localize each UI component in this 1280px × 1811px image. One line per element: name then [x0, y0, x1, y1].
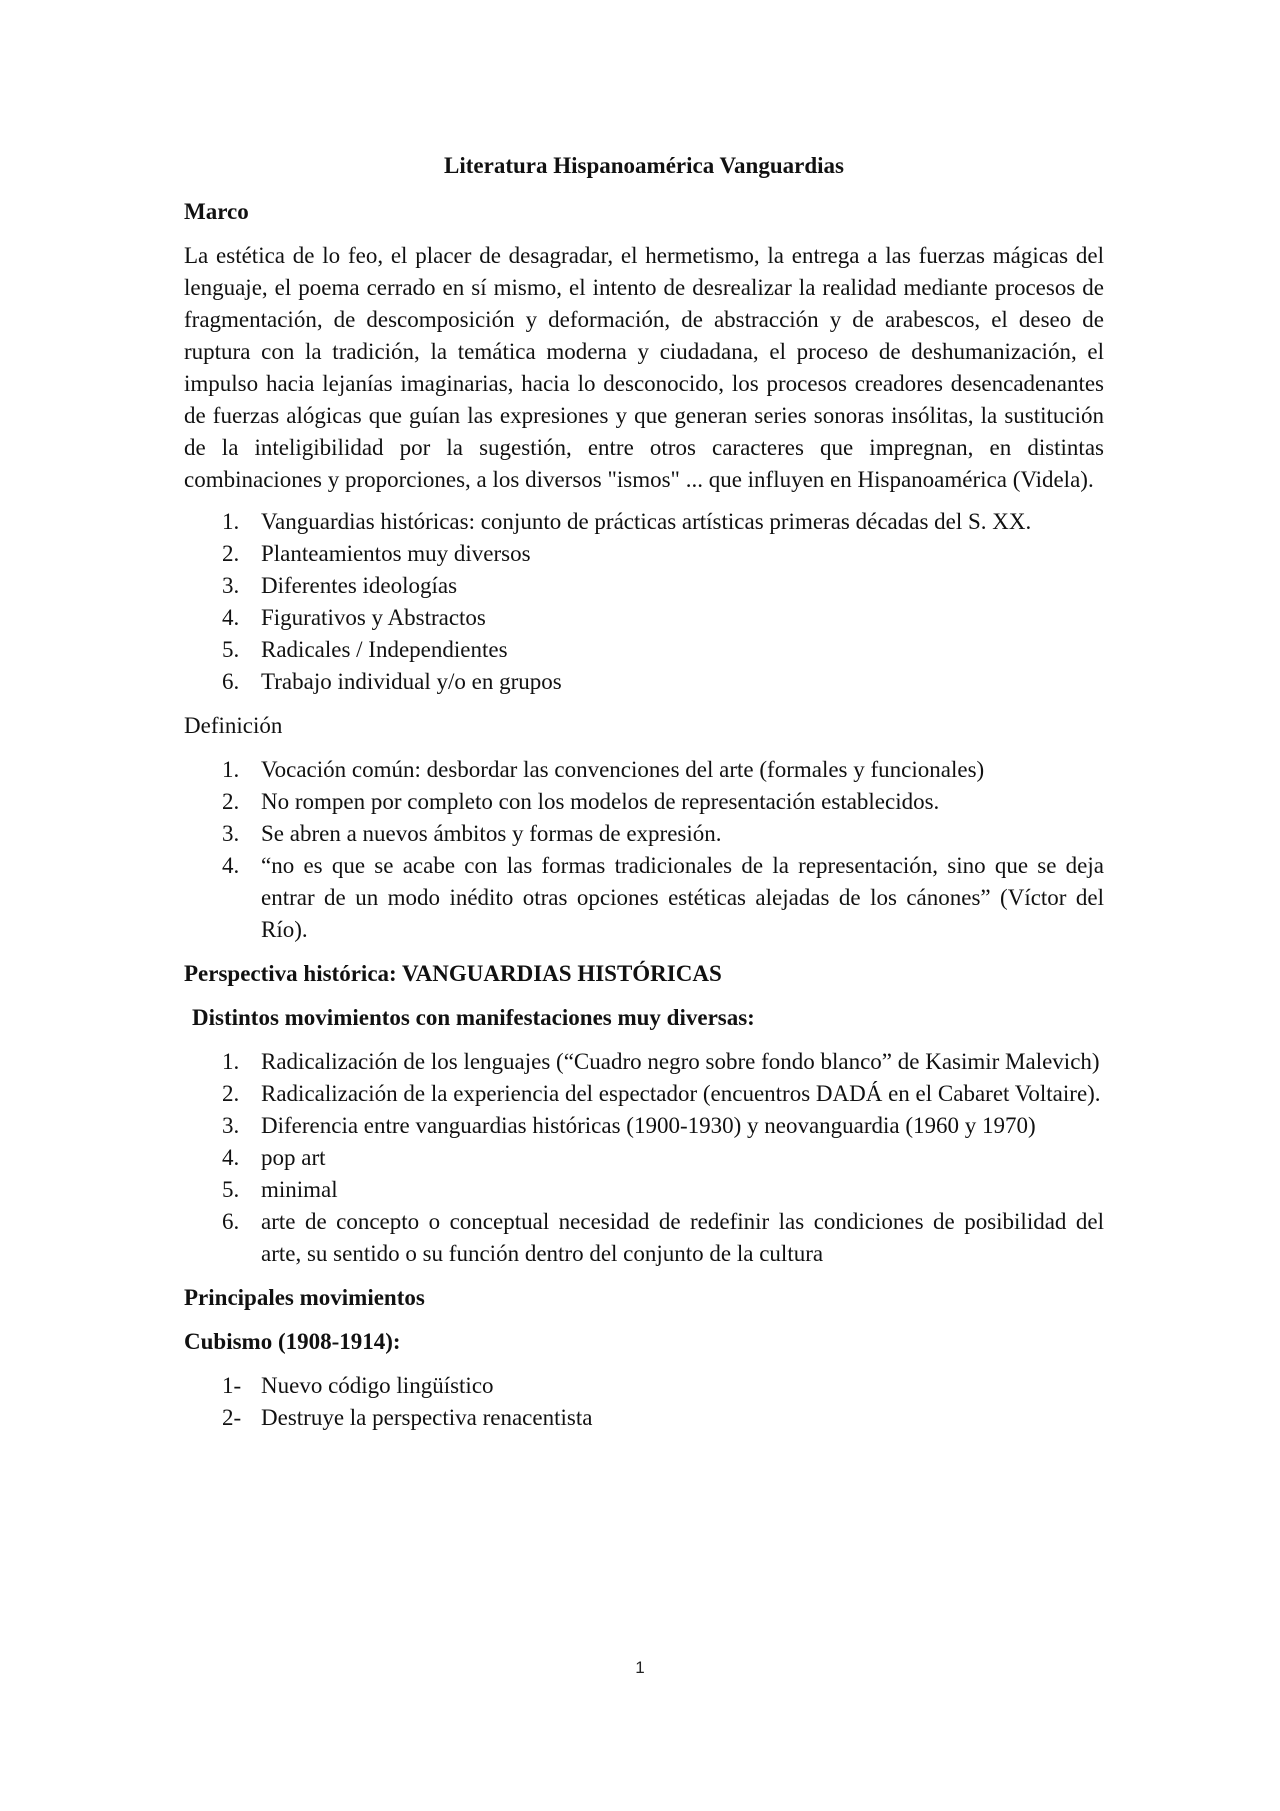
definicion-list — [184, 754, 1104, 946]
list-item — [184, 634, 1104, 666]
list-item — [184, 1078, 1104, 1110]
list-item-number: 2- — [222, 1405, 242, 1430]
list-item — [184, 1110, 1104, 1142]
marco-paragraph: La estética de lo feo, el placer de desagradar, el hermetismo, la entrega a las fuerzas mágicas del lenguaje, el poema cerrado en sí mismo, el intento de desrealizar la realidad mediante procesos de fragmentación, de descomposición y deformación, de abstracción y de arabescos, el deseo de ruptura con la tradición, la temática moderna y ciudadana, el proceso de deshumanización, el impulso hacia lejanías imaginarias, hacia lo desconocido, los procesos creadores desencadenantes de fuerzas alógicas que guían las expresiones y que generan series sonoras insólitas, la sustitución de la inteligibilidad por la sugestión, entre otros caracteres que impregnan, en distintas combinaciones y proporciones, a los diversos "ismos" ... que influyen en Hispanoamérica (Videla). — [184, 243, 1104, 492]
document-title: Literatura Hispanoamérica Vanguardias — [444, 153, 844, 178]
list-item-number: 1. — [222, 1049, 240, 1074]
list-item — [184, 1046, 1104, 1078]
list-item — [184, 1142, 1104, 1174]
list-item-number: 1. — [222, 509, 240, 534]
list-item-text: Vanguardias históricas: conjunto de prácticas artísticas primeras décadas del S. XX. — [261, 509, 1032, 534]
list-item — [184, 506, 1104, 538]
page-number: 1 — [635, 1658, 645, 1677]
list-item-number: 6. — [222, 1209, 240, 1234]
list-item-text: arte de concepto o conceptual necesidad de redefinir las condiciones de posibilidad del arte, su sentido o su función dentro del conjunto de la cultura — [261, 1209, 1104, 1266]
list-item — [184, 818, 1104, 850]
list-item-number: 4. — [222, 1145, 240, 1170]
perspectiva-subheading: Distintos movimientos con manifestaciones muy diversas: — [192, 1005, 755, 1030]
list-item-text: minimal — [261, 1177, 338, 1202]
list-item-number: 5. — [222, 637, 240, 662]
list-item-text: No rompen por completo con los modelos de representación establecidos. — [261, 789, 940, 814]
list-item-text: Diferentes ideologías — [261, 573, 458, 598]
list-item-text: “no es que se acabe con las formas tradicionales de la representación, sino que se deja entrar de un modo inédito otras opciones estéticas alejadas de los cánones” (Víctor del Río). — [261, 853, 1104, 942]
list-item-text: Radicalización de los lenguajes (“Cuadro negro sobre fondo blanco” de Kasimir Malevich) — [261, 1049, 1100, 1074]
list-item-number: 1- — [222, 1373, 242, 1398]
cubismo-list — [184, 1370, 1104, 1434]
list-item-number: 4. — [222, 853, 240, 878]
list-item-text: Figurativos y Abstractos — [261, 605, 486, 630]
movimientos-heading: Principales movimientos — [184, 1285, 425, 1310]
list-item-text: Radicalización de la experiencia del espectador (encuentros DADÁ en el Cabaret Voltaire). — [261, 1081, 1101, 1106]
list-item — [184, 1370, 1104, 1402]
list-item-text: Planteamientos muy diversos — [261, 541, 531, 566]
list-item-text: Destruye la perspectiva renacentista — [261, 1405, 593, 1430]
list-item-number: 2. — [222, 1081, 240, 1106]
marco-list — [184, 506, 1104, 698]
list-item — [184, 1402, 1104, 1434]
list-item-text: Vocación común: desbordar las convenciones del arte (formales y funcionales) — [261, 757, 985, 782]
list-item-number: 3. — [222, 1113, 240, 1138]
list-item-text: Trabajo individual y/o en grupos — [261, 669, 562, 694]
list-item-number: 2. — [222, 541, 240, 566]
list-item-number: 5. — [222, 1177, 240, 1202]
list-item — [184, 538, 1104, 570]
cubismo-heading: Cubismo (1908-1914): — [184, 1329, 401, 1354]
list-item — [184, 786, 1104, 818]
list-item-number: 6. — [222, 669, 240, 694]
list-item-text: Radicales / Independientes — [261, 637, 508, 662]
list-item-number: 3. — [222, 573, 240, 598]
list-item-text: Se abren a nuevos ámbitos y formas de expresión. — [261, 821, 722, 846]
list-item — [184, 1206, 1104, 1270]
perspectiva-heading: Perspectiva histórica: VANGUARDIAS HISTÓRICAS — [184, 961, 722, 986]
definicion-heading: Definición — [184, 713, 283, 738]
list-item — [184, 1174, 1104, 1206]
list-item — [184, 850, 1104, 946]
list-item-number: 4. — [222, 605, 240, 630]
list-item — [184, 602, 1104, 634]
list-item-number: 1. — [222, 757, 240, 782]
list-item-number: 3. — [222, 821, 240, 846]
document-page — [184, 150, 1104, 1446]
list-item-text: Nuevo código lingüístico — [261, 1373, 494, 1398]
marco-heading: Marco — [184, 199, 249, 224]
list-item — [184, 754, 1104, 786]
list-item — [184, 666, 1104, 698]
list-item-text: pop art — [261, 1145, 326, 1170]
perspectiva-list — [184, 1046, 1104, 1270]
list-item-number: 2. — [222, 789, 240, 814]
list-item-text: Diferencia entre vanguardias históricas (1900-1930) y neovanguardia (1960 y 1970) — [261, 1113, 1036, 1138]
list-item — [184, 570, 1104, 602]
